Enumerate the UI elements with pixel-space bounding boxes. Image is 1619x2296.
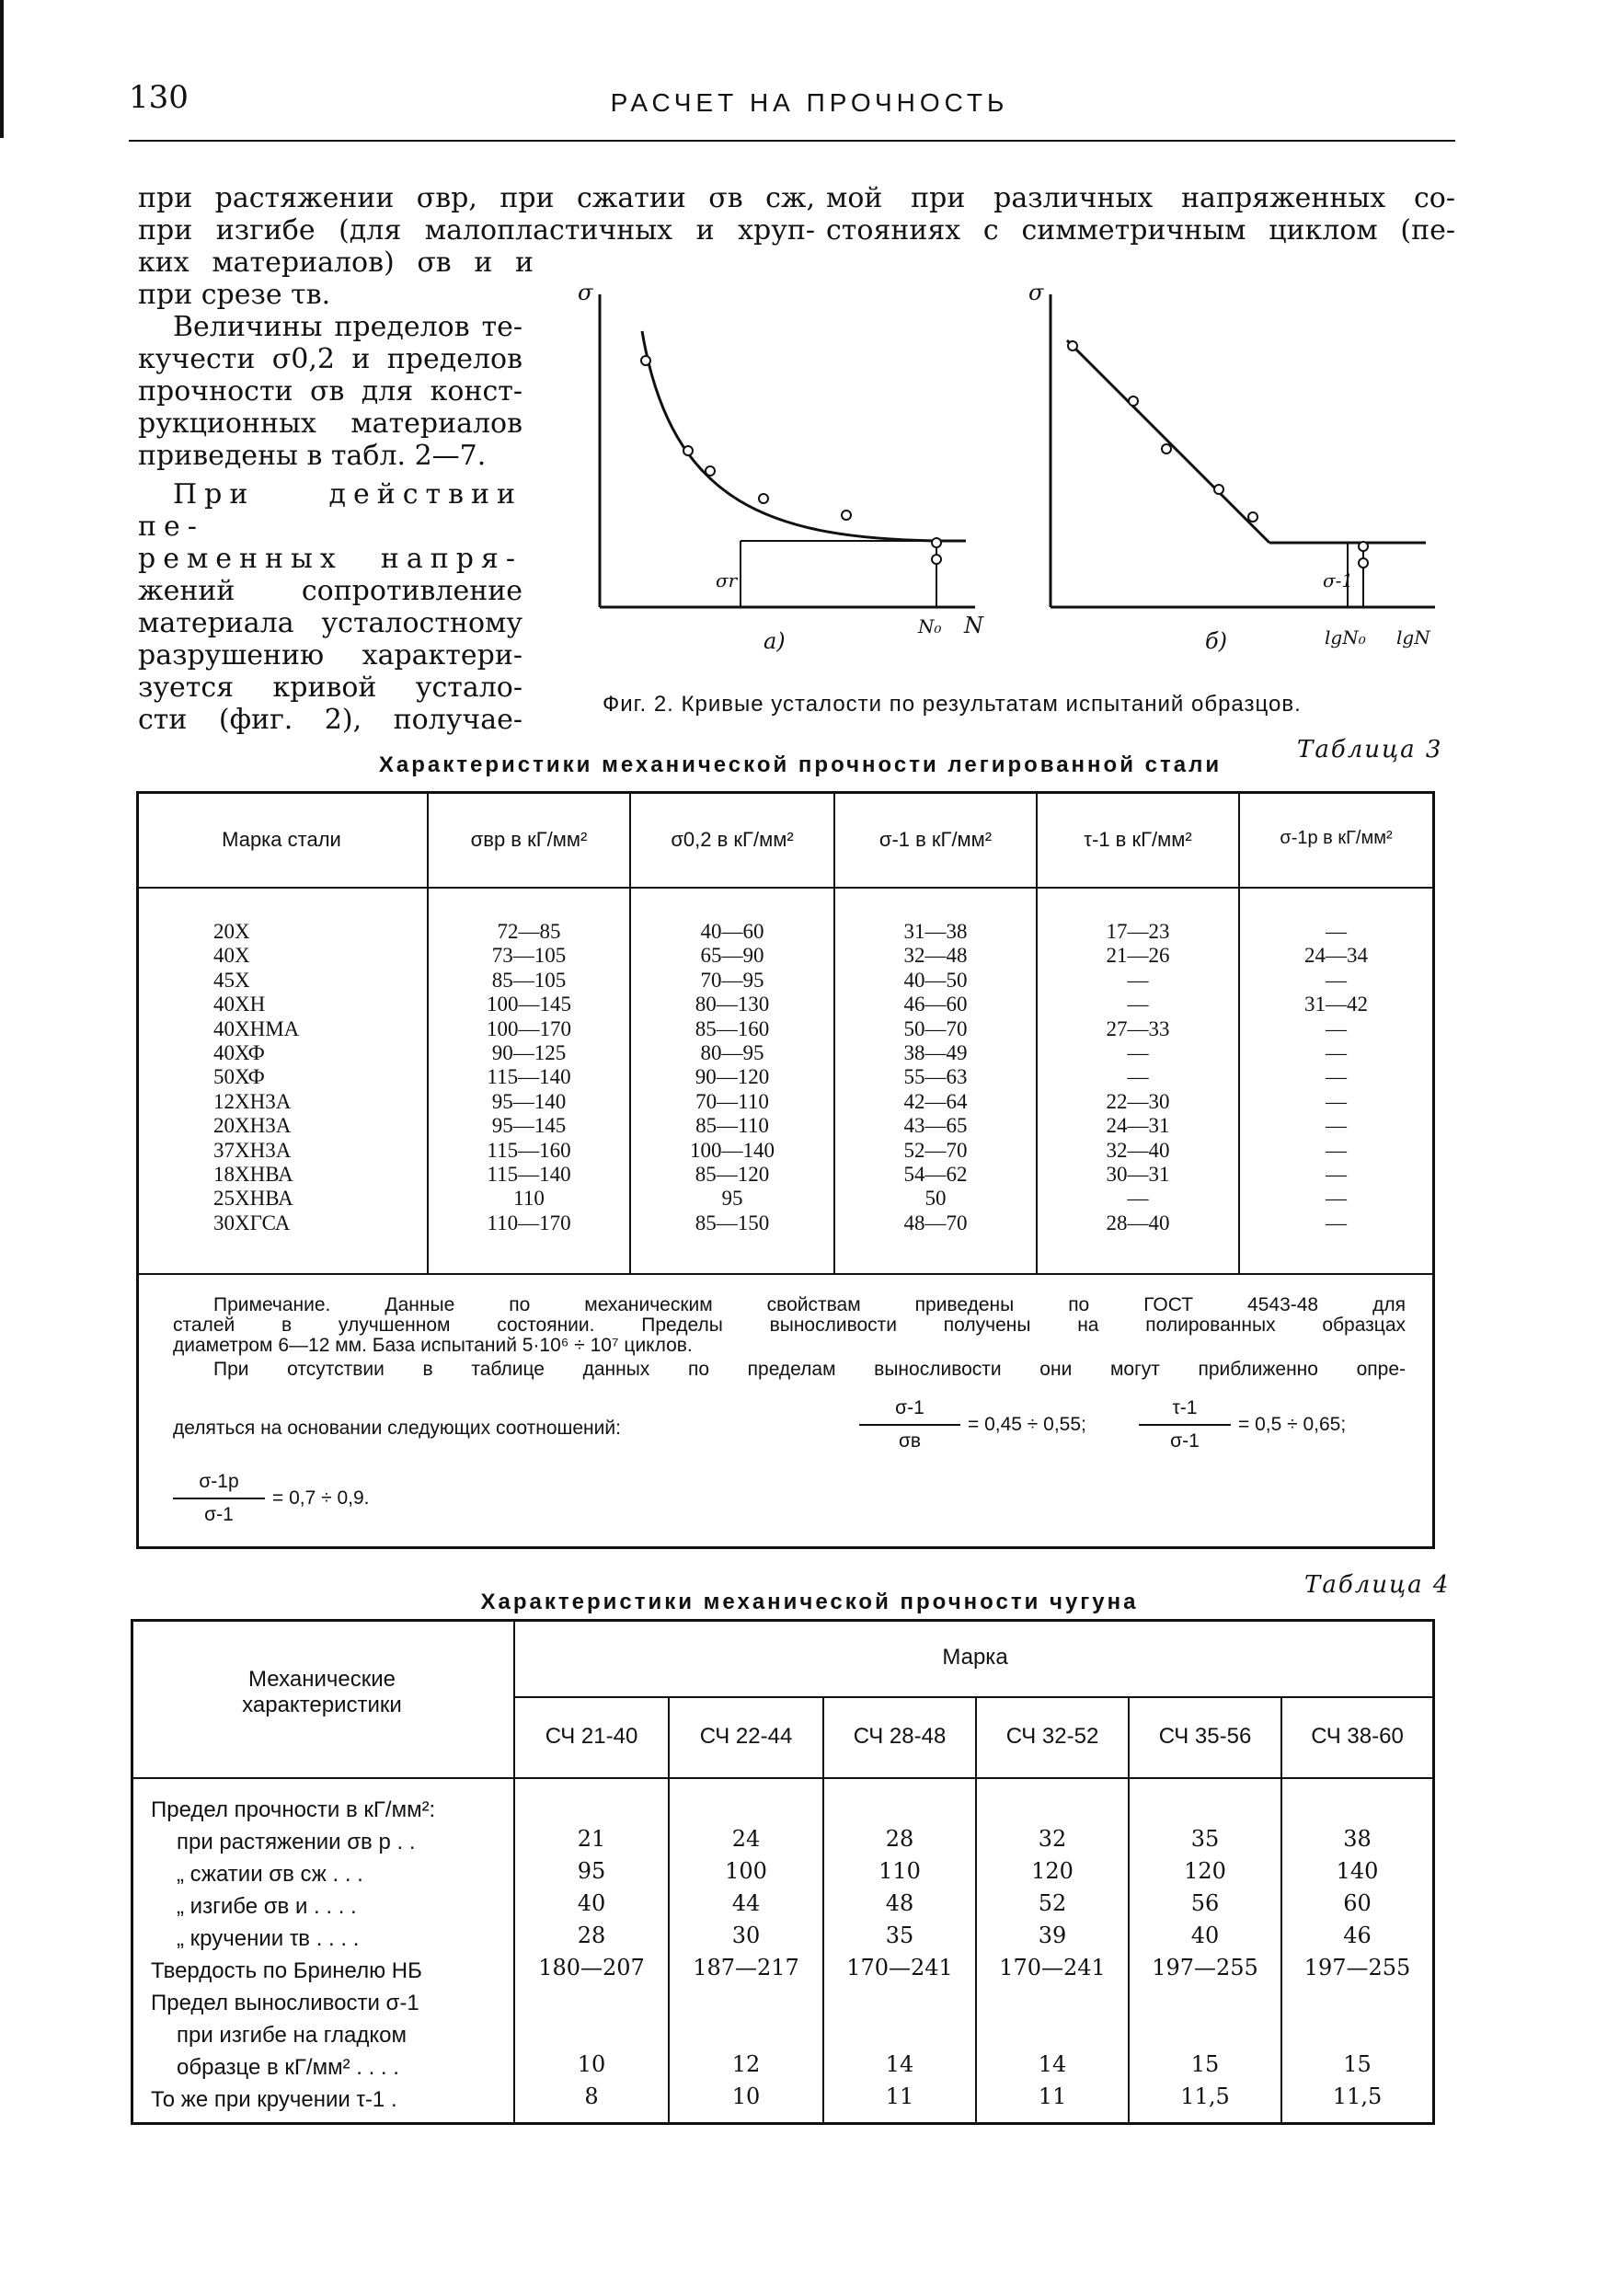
table-cell: 40—50 [903, 968, 968, 992]
table-cell: 100—170 [487, 1016, 571, 1040]
header-grade: СЧ 28-48 [853, 1724, 947, 1749]
table-cell: 46—60 [903, 993, 968, 1016]
table-cell: 24—31 [1106, 1114, 1170, 1138]
table3 [136, 791, 1435, 1549]
formula2-value: = 0,5 ÷ 0,65; [1238, 1414, 1347, 1435]
formula3-bar [173, 1498, 265, 1499]
table-cell: 40ХФ [213, 1041, 265, 1065]
header-grade: СЧ 32-52 [1005, 1724, 1099, 1749]
table-cell: 100—145 [487, 993, 571, 1016]
table-cell: 170—241 [846, 1955, 953, 1980]
row-label: при изгибе на гладком [177, 2023, 407, 2048]
formula2-bar [1139, 1424, 1231, 1426]
row-label: Предел выносливости σ-1 [151, 1991, 419, 2015]
panel-a-curve [642, 331, 938, 541]
column-sigma-m1 [835, 920, 1036, 1235]
table-cell: — [1326, 1211, 1347, 1234]
table-cell: 140 [1336, 1858, 1379, 1884]
panel-b-data-point [1359, 542, 1368, 551]
table-cell: — [1326, 920, 1347, 943]
panel-b-sublabel: б) [1205, 628, 1228, 654]
table-cell: 21 [577, 1826, 606, 1852]
page-number: 130 [129, 79, 189, 116]
fatigue-curves-figure [570, 276, 1463, 662]
table-cell: 72—85 [497, 920, 561, 943]
table-cell: — [1127, 993, 1149, 1016]
header-grade-group: Марка [942, 1645, 1008, 1670]
table-cell: 38—49 [903, 1041, 968, 1065]
table-cell: 56 [1190, 1890, 1220, 1916]
table-cell: 50—70 [903, 1016, 968, 1040]
header-tau-m1: τ-1 в кГ/мм² [1084, 828, 1192, 851]
table-cell: 85—105 [491, 968, 567, 992]
formula1-denominator: σв [898, 1430, 922, 1452]
right-text-top: мой при различных напряженных со- стояниях с симметричным циклом (пе- [826, 182, 1455, 247]
panel-a-data-point [759, 494, 768, 503]
table-cell: — [1127, 1187, 1149, 1211]
formula1-bar [859, 1424, 960, 1426]
table-cell: 44 [731, 1890, 761, 1916]
table-cell: 40ХНМА [213, 1016, 300, 1040]
table-cell: 11 [1038, 2084, 1067, 2109]
table-cell: 197—255 [1303, 1955, 1411, 1980]
table-cell: 90—125 [491, 1041, 567, 1065]
panel-b-level-label: σ-1 [1323, 569, 1354, 591]
table-cell: — [1326, 1114, 1347, 1138]
table-cell: — [1326, 1065, 1347, 1089]
table-cell: 30 [731, 1923, 761, 1948]
header-sigma-m1: σ-1 в кГ/мм² [878, 828, 993, 851]
formula2-denominator: σ-1 [1170, 1430, 1200, 1452]
formula2-numerator: τ-1 [1172, 1397, 1198, 1418]
table-cell: 115—140 [487, 1163, 571, 1187]
table-cell: 28 [885, 1826, 914, 1852]
table-cell: 65—90 [700, 944, 764, 968]
panel-b-n0-label: lgN₀ [1325, 626, 1366, 649]
table-cell: 14 [885, 2051, 914, 2077]
formula1-value: = 0,45 ÷ 0,55; [968, 1414, 1086, 1435]
table-cell: 197—255 [1152, 1955, 1258, 1980]
table3-title: Характеристики механической прочности легированной стали [378, 752, 1223, 777]
left-text-top: при растяжении σвр, при сжатии σв сж, при изгибе (для малопластичных и хруп- ких материалов) σв и и при срезе τв. [138, 182, 815, 311]
panel-a-data-point [932, 555, 941, 564]
column-sigma-m1p [1240, 920, 1432, 1235]
row-label: То же при кручении τ-1 . [151, 2087, 397, 2112]
table-cell: 40ХН [213, 993, 266, 1016]
table-cell: 110 [878, 1858, 921, 1884]
formula3-denominator: σ-1 [204, 1504, 234, 1525]
table-cell: 31—42 [1304, 993, 1368, 1016]
header-grade: СЧ 38-60 [1311, 1724, 1404, 1749]
table-cell: 170—241 [999, 1955, 1106, 1980]
table-cell: 24—34 [1304, 944, 1368, 968]
table-cell: 95 [721, 1187, 743, 1211]
header-grade: СЧ 35-56 [1158, 1724, 1252, 1749]
table-cell: 95 [577, 1858, 606, 1884]
table-cell: — [1326, 1089, 1347, 1113]
panel-b-y-label: σ [1028, 280, 1044, 305]
table-cell: — [1326, 1138, 1347, 1162]
table-cell: 40—60 [700, 920, 764, 943]
table-cell: 95—145 [491, 1114, 567, 1138]
table-cell: 52 [1038, 1890, 1067, 1916]
table-cell: 30ХГСА [213, 1211, 291, 1234]
table-cell: — [1326, 968, 1347, 992]
panel-a-n-label: N [964, 613, 983, 638]
table-cell: 50 [924, 1187, 947, 1211]
panel-a-data-point [641, 356, 650, 365]
table-cell: 38 [1343, 1826, 1372, 1852]
row-label: „ сжатии σв сж . . . [177, 1862, 363, 1887]
table-cell: — [1326, 1163, 1347, 1187]
panel-b-data-point [1359, 558, 1368, 568]
table-cell: 90—120 [695, 1065, 770, 1089]
table-cell: 110 [513, 1187, 545, 1211]
table-cell: 85—110 [695, 1114, 769, 1138]
table-cell: 32—48 [903, 944, 968, 968]
table-cell: 8 [584, 2084, 599, 2109]
table-cell: 24 [731, 1826, 761, 1852]
panel-a-y-label: σ [578, 280, 593, 305]
table-cell: — [1326, 1187, 1347, 1211]
table3-note-formula-lead: деляться на основании следующих соотношений: [173, 1418, 621, 1439]
table-cell: 30—31 [1106, 1163, 1170, 1187]
panel-a-sublabel: а) [764, 628, 786, 654]
table-cell: — [1326, 1041, 1347, 1065]
table-cell: 54—62 [903, 1163, 968, 1187]
panel-b-line [1067, 340, 1269, 543]
header-sigma-m1p: σ-1р в кГ/мм² [1280, 828, 1393, 848]
table-cell: 50ХФ [213, 1065, 265, 1089]
table-cell: 73—105 [491, 944, 567, 968]
table-cell: 27—33 [1106, 1016, 1170, 1040]
table-cell: 115—160 [487, 1138, 571, 1162]
table-cell: 110—170 [487, 1211, 571, 1234]
table-cell: 14 [1038, 2051, 1067, 2077]
table-cell: 42—64 [903, 1089, 968, 1113]
left-text-para2: Величины пределов те- кучести σ0,2 и пределов прочности σв для конст- рукционных материалов приведены в табл. 2—7. [138, 311, 522, 472]
table-cell: 85—120 [695, 1163, 770, 1187]
formula3-value: = 0,7 ÷ 0,9. [272, 1487, 370, 1509]
table-cell: 52—70 [903, 1138, 968, 1162]
row-label: „ кручении τв . . . . [177, 1926, 360, 1951]
row-label: при растяжении σв р . . [177, 1830, 416, 1854]
table-cell: 55—63 [903, 1065, 968, 1089]
table-cell: 85—150 [695, 1211, 770, 1234]
table-cell: 46 [1343, 1923, 1372, 1948]
table-cell: 35 [885, 1923, 914, 1948]
table-cell: 37ХН3А [213, 1138, 292, 1162]
table-cell: 80—130 [695, 993, 770, 1016]
table-cell: 40Х [213, 944, 250, 968]
panel-a-data-point [706, 466, 715, 476]
table-cell: 48—70 [903, 1211, 968, 1234]
header-grade: СЧ 22-44 [699, 1724, 793, 1749]
table-cell: 80—95 [700, 1041, 764, 1065]
table-cell: 12ХН3А [213, 1089, 292, 1113]
table-cell: 17—23 [1106, 920, 1170, 943]
table4-title: Характеристики механической прочности чугуна [480, 1590, 1139, 1614]
header-grade: Марка стали [222, 828, 341, 851]
row-label: образце в кГ/мм² . . . . [177, 2055, 399, 2080]
table-cell: 43—65 [903, 1114, 968, 1138]
formula1-numerator: σ-1 [895, 1397, 924, 1418]
table-cell: 28 [577, 1923, 606, 1948]
column-tau-m1 [1038, 920, 1238, 1235]
table-cell: — [1127, 1041, 1149, 1065]
left-text-para3: При действии пе- ременных напря- жений сопротивление материала усталостному разрушению характери- зуется кривой устало- сти (фиг. 2), получае- [138, 478, 522, 736]
table-cell: 20ХН3А [213, 1114, 292, 1138]
table-cell: 18ХНВА [213, 1163, 293, 1187]
table-cell: 32—40 [1106, 1138, 1170, 1162]
table4 [131, 1619, 1435, 2125]
panel-b-data-point [1214, 485, 1223, 494]
table-cell: 40 [577, 1890, 606, 1916]
table-cell: 70—95 [700, 968, 764, 992]
table-cell: 120 [1184, 1858, 1226, 1884]
table-cell: — [1326, 1016, 1347, 1040]
panel-a-level-label: σr [716, 569, 738, 591]
column-sigma-02 [631, 920, 833, 1235]
table-cell: — [1127, 1065, 1149, 1089]
table-cell: 40 [1190, 1923, 1220, 1948]
header-characteristics: Механические характеристики [242, 1667, 402, 1717]
row-label: Предел прочности в кГ/мм²: [151, 1797, 436, 1822]
table-cell: 31—38 [903, 920, 968, 943]
figure-caption: Фиг. 2. Кривые усталости по результатам испытаний образцов. [603, 692, 1302, 717]
table4-number: Таблица 4 [1304, 1571, 1451, 1599]
table-cell: 115—140 [487, 1065, 571, 1089]
table3-number: Таблица 3 [1297, 736, 1443, 763]
table-cell: 15 [1190, 2051, 1220, 2077]
table-cell: — [1127, 968, 1149, 992]
table-cell: 35 [1190, 1826, 1220, 1852]
row-label: Твердость по Бринелю НБ [151, 1958, 422, 1983]
table-cell: 21—26 [1106, 944, 1170, 968]
table-cell: 11 [885, 2084, 914, 2109]
panel-b-n-label: lgN [1396, 626, 1430, 649]
table-cell: 32 [1038, 1826, 1067, 1852]
table-cell: 12 [731, 2051, 761, 2077]
running-head: РАСЧЕТ НА ПРОЧНОСТЬ [610, 88, 1009, 117]
table-cell: 25ХНВА [213, 1187, 293, 1211]
table-cell: 10 [577, 2051, 606, 2077]
header-sigma-02: σ0,2 в кГ/мм² [671, 828, 794, 851]
row-labels [151, 1794, 510, 2116]
table-cell: 39 [1038, 1923, 1067, 1948]
table-cell: 70—110 [695, 1089, 769, 1113]
table-cell: 100 [725, 1858, 767, 1884]
column-grade [213, 920, 397, 1235]
table-cell: 95—140 [491, 1089, 567, 1113]
table-cell: 48 [885, 1890, 914, 1916]
panel-a-data-point [932, 538, 941, 547]
table-cell: 28—40 [1106, 1211, 1170, 1234]
table-cell: 187—217 [693, 1955, 799, 1980]
panel-b-data-point [1162, 444, 1171, 453]
row-label: „ изгибе σв и . . . . [177, 1894, 357, 1919]
table-cell: 45Х [213, 968, 250, 992]
table-cell: 85—160 [695, 1016, 770, 1040]
panel-b-data-point [1068, 341, 1077, 350]
table-cell: 20Х [213, 920, 250, 943]
table-cell: 11,5 [1180, 2084, 1230, 2109]
table-cell: 22—30 [1106, 1089, 1170, 1113]
table-cell: 15 [1343, 2051, 1372, 2077]
table-cell: 11,5 [1332, 2084, 1383, 2109]
table-cell: 100—140 [690, 1138, 775, 1162]
panel-b-data-point [1129, 396, 1138, 406]
table-cell: 120 [1031, 1858, 1074, 1884]
formula3-numerator: σ-1р [199, 1471, 239, 1492]
panel-a-data-point [683, 446, 693, 455]
header-grade: СЧ 21-40 [545, 1724, 638, 1749]
header-rule [129, 140, 1455, 142]
header-sigma-vr: σвр в кГ/мм² [470, 828, 588, 851]
table-cell: 180—207 [538, 1955, 645, 1980]
panel-a-n0-label: N₀ [918, 615, 942, 637]
table3-note: Примечание. Данные по механическим свойствам приведены по ГОСТ 4543-48 для сталей в улучшенном состоянии. Пределы выносливости получены на полированных образцах диаметром 6—12 мм. База испытаний 5·10⁶ ÷ 10⁷ циклов. При отсутствии в таблице данных по пределам выносливости они могут приближенно опре- [173, 1294, 1406, 1380]
panel-b-data-point [1248, 512, 1257, 522]
table-cell: 10 [731, 2084, 761, 2109]
panel-a-data-point [842, 511, 851, 520]
table-cell: 60 [1343, 1890, 1372, 1916]
column-sigma-vr [429, 920, 629, 1235]
